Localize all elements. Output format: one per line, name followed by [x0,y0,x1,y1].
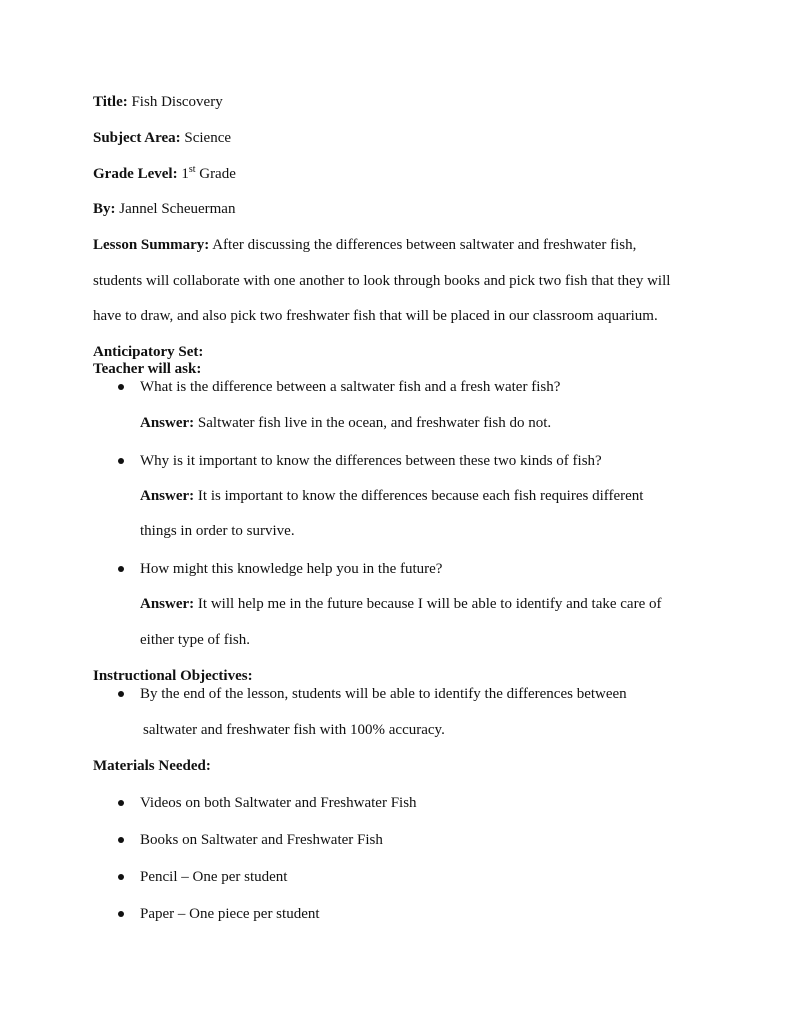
material-item: Books on Saltwater and Freshwater Fish [140,832,383,848]
anticipatory-heading [93,343,203,361]
title-label: Title: [93,94,128,110]
bullet-icon [118,874,124,880]
bullet-icon [118,691,124,697]
objectives-heading [93,667,253,685]
summary-line-3: have to draw, and also pick two freshwater fish that will be placed in our classroom aquarium. [93,308,658,324]
question-1: What is the difference between a saltwater fish and a fresh water fish? [140,379,561,395]
bullet-icon [118,384,124,390]
answer-2-text: It is important to know the differences because each fish requires different [197,488,644,504]
anticipatory-heading-text: Anticipatory Set: [93,344,204,360]
grade-label: Grade Level: [93,166,178,182]
subject-label: Subject Area: [93,130,181,146]
answer-label: Answer: [140,488,195,504]
grade-suffix: st [188,164,196,175]
grade-number: 1 [181,166,189,182]
author-value: Jannel Scheuerman [119,201,236,217]
teacher-will-ask-heading [93,360,201,378]
answer-label: Answer: [140,596,195,612]
teacher-will-ask-text: Teacher will ask: [93,361,202,377]
bullet-icon [118,458,124,464]
author-label: By: [93,201,116,217]
material-item: Paper – One piece per student [140,906,320,922]
question-3: How might this knowledge help you in the future? [140,561,443,577]
title-line [93,93,223,111]
bullet-icon [118,800,124,806]
bullet-icon [118,566,124,572]
answer-2-line-2: things in order to survive. [140,523,295,539]
summary-line-1 [93,236,636,254]
summary-text-1: After discussing the differences between saltwater and freshwater fish, [212,237,637,253]
author-line [93,200,235,218]
answer-1 [140,414,551,432]
answer-3-text: It will help me in the future because I will be able to identify and take care of [197,596,662,612]
bullet-icon [118,911,124,917]
subject-line [93,129,231,147]
objective-line-1: By the end of the lesson, students will be able to identify the differences between [140,686,627,702]
answer-3-line-1 [140,595,661,613]
answer-1-text: Saltwater fish live in the ocean, and freshwater fish do not. [197,415,552,431]
summary-label: Lesson Summary: [93,237,210,253]
grade-word: Grade [199,166,236,182]
material-item: Videos on both Saltwater and Freshwater Fish [140,795,417,811]
objectives-heading-text: Instructional Objectives: [93,668,253,684]
answer-2-line-1 [140,487,643,505]
materials-heading [93,757,211,775]
title-value: Fish Discovery [131,94,223,110]
material-item: Pencil – One per student [140,869,288,885]
grade-line [93,165,236,185]
answer-label: Answer: [140,415,195,431]
summary-line-2: students will collaborate with one another to look through books and pick two fish that they will [93,273,671,289]
subject-value: Science [184,130,232,146]
answer-3-line-2: either type of fish. [140,632,250,648]
bullet-icon [118,837,124,843]
objective-line-2: saltwater and freshwater fish with 100% accuracy. [143,722,445,738]
materials-heading-text: Materials Needed: [93,758,211,774]
question-2: Why is it important to know the differences between these two kinds of fish? [140,453,602,469]
